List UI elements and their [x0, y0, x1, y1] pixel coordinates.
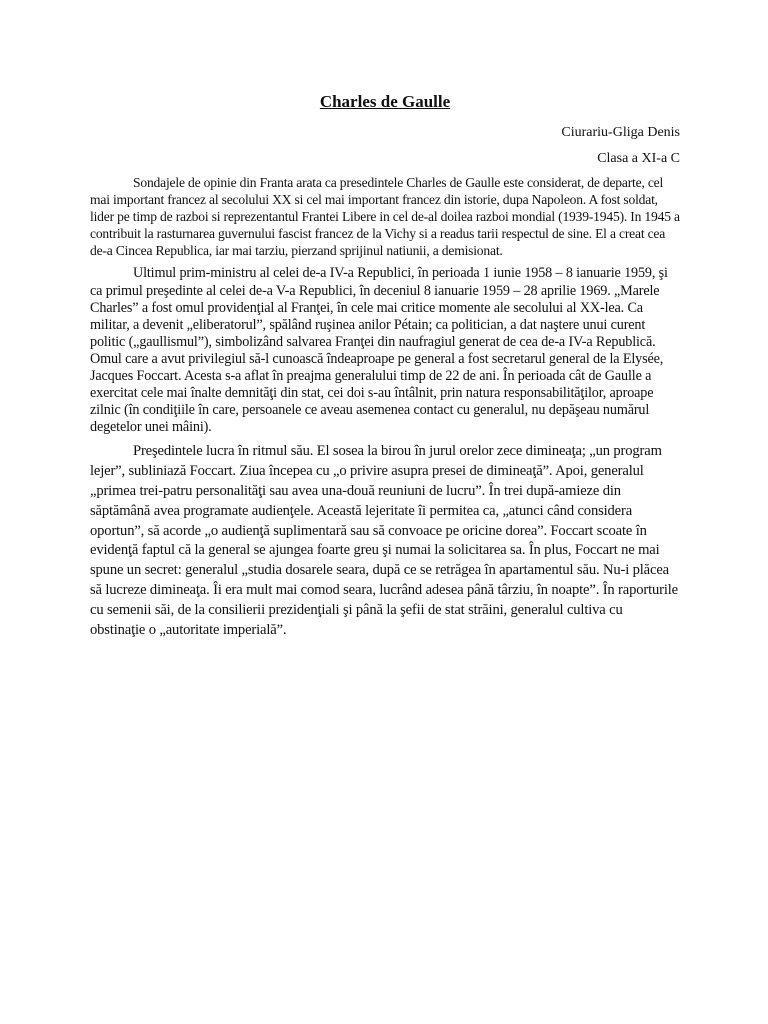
class-label: Clasa a XI-a C	[597, 151, 680, 166]
document-page	[90, 92, 680, 646]
paragraph-2: Ultimul prim-ministru al celei de-a IV-a Republici, în perioada 1 iunie 1958 – 8 ianuarie 1959, şi ca primul preşedinte al celei de-a V-a Republici, în deceniul 8 ianuarie 1959 – 28 aprilie 1969. „Marele Charles” a fost omul providenţial al Franţei, în cele mai critice momente ale secolului al XX-lea. Ca militar, a devenit „eliberatorul”, spălând ruşinea anilor Pétain; ca politician, a dat naştere unui curent politic („gaullismul”), simbolizând salvarea Franţei din naufragiul generat de cea de-a IV-a Republică. Omul care a avut privilegiul să-l cunoască îndeaproape pe general a fost secretarul general de la Elysée, Jacques Foccart. Acesta s-a aflat în preajma generalului timp de 22 de ani. În perioada cât de Gaulle a exercitat cele mai înalte demnităţi din stat, cei doi s-au întâlnit, prin natura responsabilităţilor, aproape zilnic (în condiţiile în care, persoanele ce aveau asemenea contact cu generalul, nu depăşeau numărul degetelor unei mâini).	[90, 265, 668, 436]
author-name: Ciurariu-Gliga Denis	[561, 125, 680, 140]
document-title: Charles de Gaulle	[319, 92, 451, 111]
paragraph-1: Sondajele de opinie din Franta arata ca presedintele Charles de Gaulle este considerat, de departe, cel mai important francez al secolului XX si cel mai important francez din istorie, dupa Napoleon. A fost soldat, lider pe timp de razboi si reprezentantul Frantei Libere in cel de-al doilea razboi mondial (1939-1945). In 1945 a contribuit la rasturnarea guvernului fascist francez de la Vichy si a readus tarii respectul de sine. El a creat cea de-a Cincea Republica, iar mai tarziu, pierzand sprijinul natiunii, a demisionat.	[90, 175, 680, 259]
paragraph-3: Preşedintele lucra în ritmul său. El sosea la birou în jurul orelor zece dimineaţa; „un program lejer”, subliniază Foccart. Ziua începea cu „o privire asupra presei de dimineaţă”. Apoi, generalul „primea trei-patru personalităţi sau avea una-două reuniuni de lucru”. În trei după-amieze din săptămână avea programate audienţele. Această lejeritate îi permitea ca, „atunci când considera oportun”, să acorde „o audienţă suplimentară sau să convoace pe oricine dorea”. Foccart scoate în evidenţă faptul că la general se ajungea foarte greu şi numai la solicitarea sa. În plus, Foccart ne mai spune un secret: generalul „studia dosarele seara, după ce se retrăgea în apartamentul său. Nu-i plăcea să lucreze dimineaţa. Îi era mult mai comod seara, lucrând adesea până târziu, în noapte”. În raporturile cu semenii săi, de la consilierii prezidenţiali şi până la şefii de stat străini, generalul cultiva cu obstinaţie o „autoritate imperială”.	[90, 443, 678, 638]
